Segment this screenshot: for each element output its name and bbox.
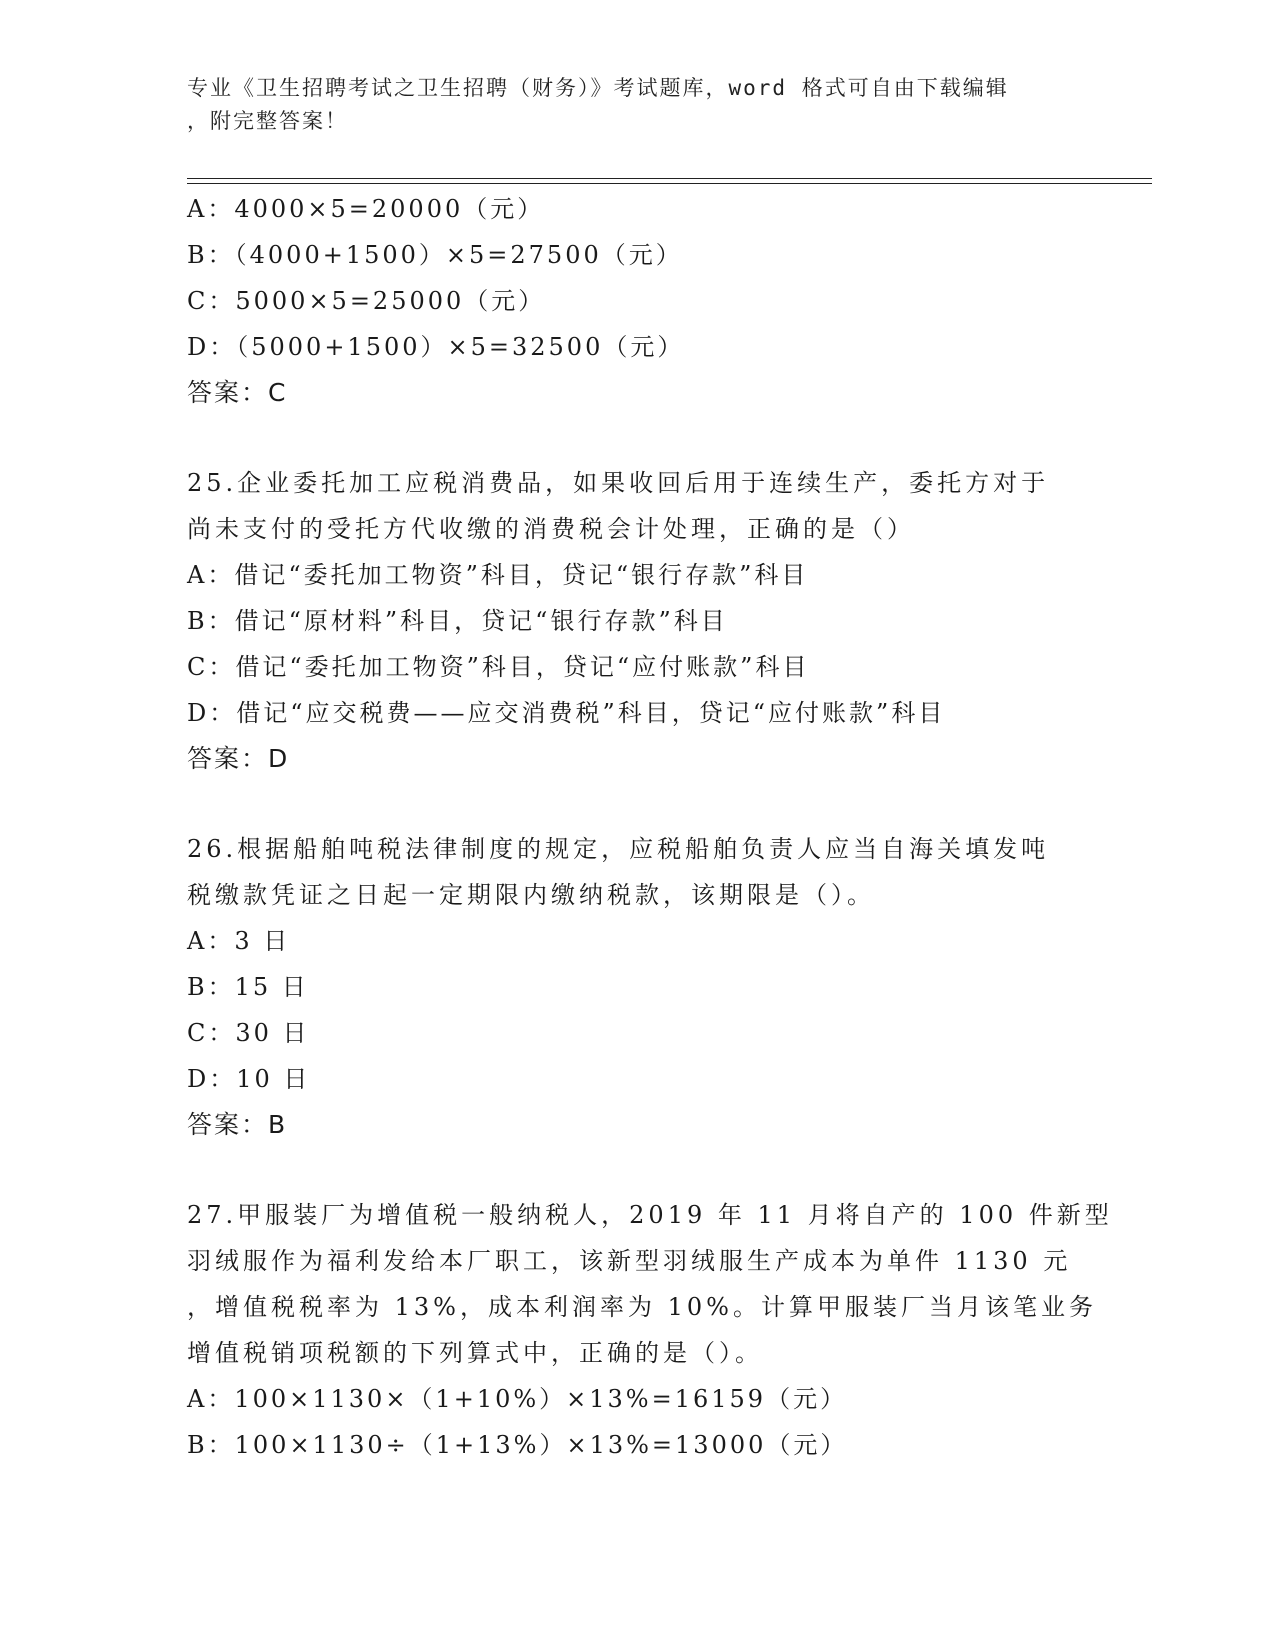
option-a: A：100×1130×（1+10%）×13%=16159（元） xyxy=(187,1385,848,1413)
option-c: C：5000×5=25000（元） xyxy=(187,287,546,315)
option-b: B：（4000+1500）×5=27500（元） xyxy=(187,241,683,269)
question-stem: 增值税销项税额的下列算式中，正确的是（）。 xyxy=(187,1339,763,1367)
question-stem: 27.甲服装厂为增值税一般纳税人，2019 年 11 月将自产的 100 件新型 xyxy=(187,1201,1113,1229)
answer: 答案：D xyxy=(187,744,290,773)
question-27 xyxy=(187,1192,1113,1468)
question-stem: 26.根据船舶吨税法律制度的规定，应税船舶负责人应当自海关填发吨 xyxy=(187,835,1050,863)
option-d: D：（5000+1500）×5=32500（元） xyxy=(187,333,685,361)
option-b: B：100×1130÷（1+13%）×13%=13000（元） xyxy=(187,1431,848,1459)
option-c: C：30 日 xyxy=(187,1019,310,1047)
question-stem: 羽绒服作为福利发给本厂职工，该新型羽绒服生产成本为单件 1130 元 xyxy=(187,1247,1072,1275)
option-d: D：10 日 xyxy=(187,1065,311,1093)
question-list xyxy=(187,186,1113,1468)
option-c: C：借记“委托加工物资”科目，贷记“应付账款”科目 xyxy=(187,653,810,681)
header-divider xyxy=(187,178,1152,184)
question-stem: 25.企业委托加工应税消费品，如果收回后用于连续生产，委托方对于 xyxy=(187,469,1050,497)
question-24 xyxy=(187,186,1087,416)
option-b: B：借记“原材料”科目，贷记“银行存款”科目 xyxy=(187,607,728,635)
document-header xyxy=(187,72,1067,138)
question-stem: ，增值税税率为 13%，成本利润率为 10%。计算甲服装厂当月该笔业务 xyxy=(187,1293,1097,1321)
question-25 xyxy=(187,460,1087,782)
option-a: A：借记“委托加工物资”科目，贷记“银行存款”科目 xyxy=(187,561,809,589)
question-stem: 税缴款凭证之日起一定期限内缴纳税款，该期限是（）。 xyxy=(187,881,875,909)
option-a: A：3 日 xyxy=(187,927,291,955)
option-d: D：借记“应交税费——应交消费税”科目，贷记“应付账款”科目 xyxy=(187,699,946,727)
answer: 答案：B xyxy=(187,1110,288,1139)
header-line-1: 专业《卫生招聘考试之卫生招聘（财务）》考试题库，word 格式可自由下载编辑 xyxy=(187,76,1009,100)
question-stem: 尚未支付的受托方代收缴的消费税会计处理，正确的是（） xyxy=(187,515,915,543)
option-a: A：4000×5=20000（元） xyxy=(187,195,545,223)
option-b: B：15 日 xyxy=(187,973,309,1001)
question-26 xyxy=(187,826,1087,1148)
answer: 答案：C xyxy=(187,378,288,407)
header-line-2: ，附完整答案！ xyxy=(187,109,348,133)
